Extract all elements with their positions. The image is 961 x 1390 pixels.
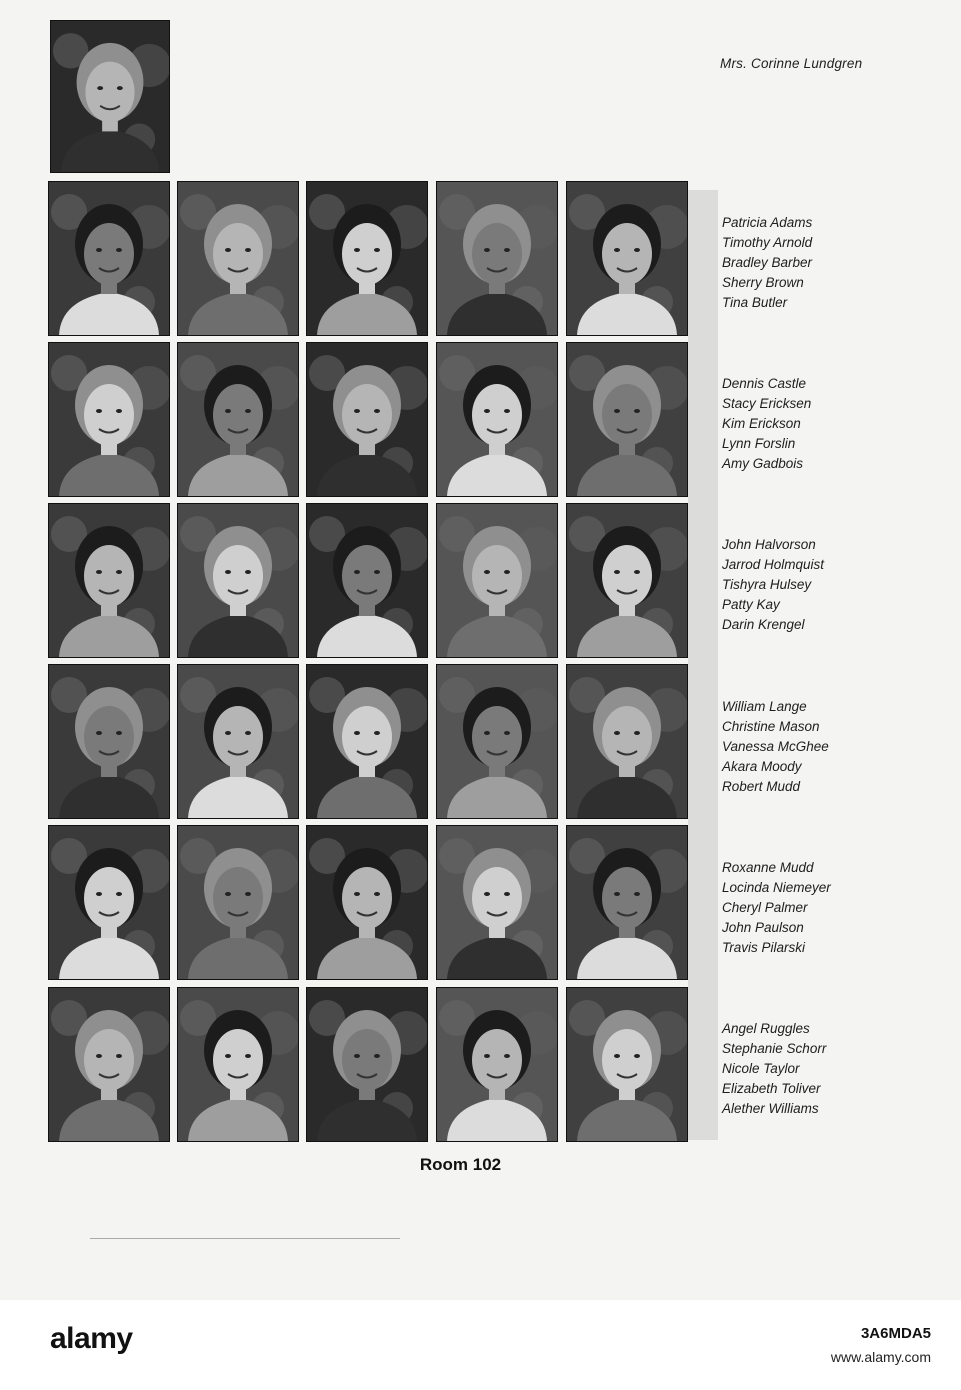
student-name: Stephanie Schorr — [722, 1041, 827, 1056]
student-name: Sherry Brown — [722, 275, 804, 290]
student-photo — [48, 181, 170, 336]
student-photo — [566, 987, 688, 1142]
room-label-text: Room 102 — [419, 1155, 502, 1174]
student-name: William Lange — [722, 699, 807, 714]
student-name: Christine Mason — [722, 719, 820, 734]
student-photo — [566, 825, 688, 980]
student-name: Patty Kay — [722, 597, 780, 612]
student-photo — [177, 664, 299, 819]
teacher-name: Mrs. Corinne Lundgren — [720, 56, 863, 71]
student-name: Jarrod Holmquist — [722, 557, 825, 572]
student-photo — [566, 664, 688, 819]
student-photo — [48, 825, 170, 980]
name-list-row-3 — [722, 535, 922, 635]
student-photo — [566, 181, 688, 336]
bleed-through-edge — [688, 190, 718, 1140]
student-name: Lynn Forslin — [722, 436, 796, 451]
student-photo — [436, 825, 558, 980]
name-list-row-1 — [722, 213, 922, 313]
student-photo — [436, 181, 558, 336]
student-photo — [306, 987, 428, 1142]
student-name: Akara Moody — [722, 759, 802, 774]
name-list-row-2 — [722, 374, 922, 474]
student-photo — [436, 987, 558, 1142]
student-name: Elizabeth Toliver — [722, 1081, 821, 1096]
student-name: Travis Pilarski — [722, 940, 806, 955]
student-name: Vanessa McGhee — [722, 739, 829, 754]
student-name: Tina Butler — [722, 295, 788, 310]
student-name: John Halvorson — [722, 537, 816, 552]
footer-logo: alamy — [50, 1322, 133, 1355]
student-name: Cheryl Palmer — [722, 900, 808, 915]
page-rule — [90, 1238, 400, 1239]
student-name: Bradley Barber — [722, 255, 813, 270]
student-photo — [177, 342, 299, 497]
student-name: Locinda Niemeyer — [722, 880, 831, 895]
student-photo — [306, 503, 428, 658]
student-photo — [48, 664, 170, 819]
student-name: Patricia Adams — [722, 215, 813, 230]
student-photo — [48, 342, 170, 497]
student-photo — [436, 342, 558, 497]
student-name: Timothy Arnold — [722, 235, 813, 250]
student-photo — [177, 825, 299, 980]
student-name: John Paulson — [722, 920, 804, 935]
student-photo — [48, 503, 170, 658]
footer-url: www.alamy.com — [830, 1349, 931, 1365]
student-name: Tishyra Hulsey — [722, 577, 812, 592]
name-list-row-4 — [722, 697, 922, 797]
student-name: Darin Krengel — [722, 617, 805, 632]
watermark-footer — [0, 1300, 961, 1390]
student-photo — [436, 503, 558, 658]
student-name: Nicole Taylor — [722, 1061, 800, 1076]
student-photo — [306, 825, 428, 980]
student-photo — [306, 664, 428, 819]
footer-image-id: 3A6MDA5 — [860, 1325, 931, 1342]
student-photo — [177, 181, 299, 336]
student-photo — [177, 987, 299, 1142]
student-photo — [436, 664, 558, 819]
student-name: Alether Williams — [722, 1101, 819, 1116]
student-photo — [177, 503, 299, 658]
student-name: Stacy Ericksen — [722, 396, 812, 411]
student-name: Kim Erickson — [722, 416, 801, 431]
student-name: Dennis Castle — [722, 376, 807, 391]
student-photo — [566, 503, 688, 658]
student-photo — [566, 342, 688, 497]
student-photo — [306, 181, 428, 336]
student-photo — [306, 342, 428, 497]
name-list-row-5 — [722, 858, 922, 958]
student-name: Angel Ruggles — [722, 1021, 810, 1036]
name-list-row-6 — [722, 1019, 922, 1119]
student-photo — [48, 987, 170, 1142]
student-name: Amy Gadbois — [722, 456, 804, 471]
room-label — [0, 1155, 961, 1175]
teacher-photo — [50, 20, 170, 173]
student-name: Robert Mudd — [722, 779, 801, 794]
student-name: Roxanne Mudd — [722, 860, 814, 875]
